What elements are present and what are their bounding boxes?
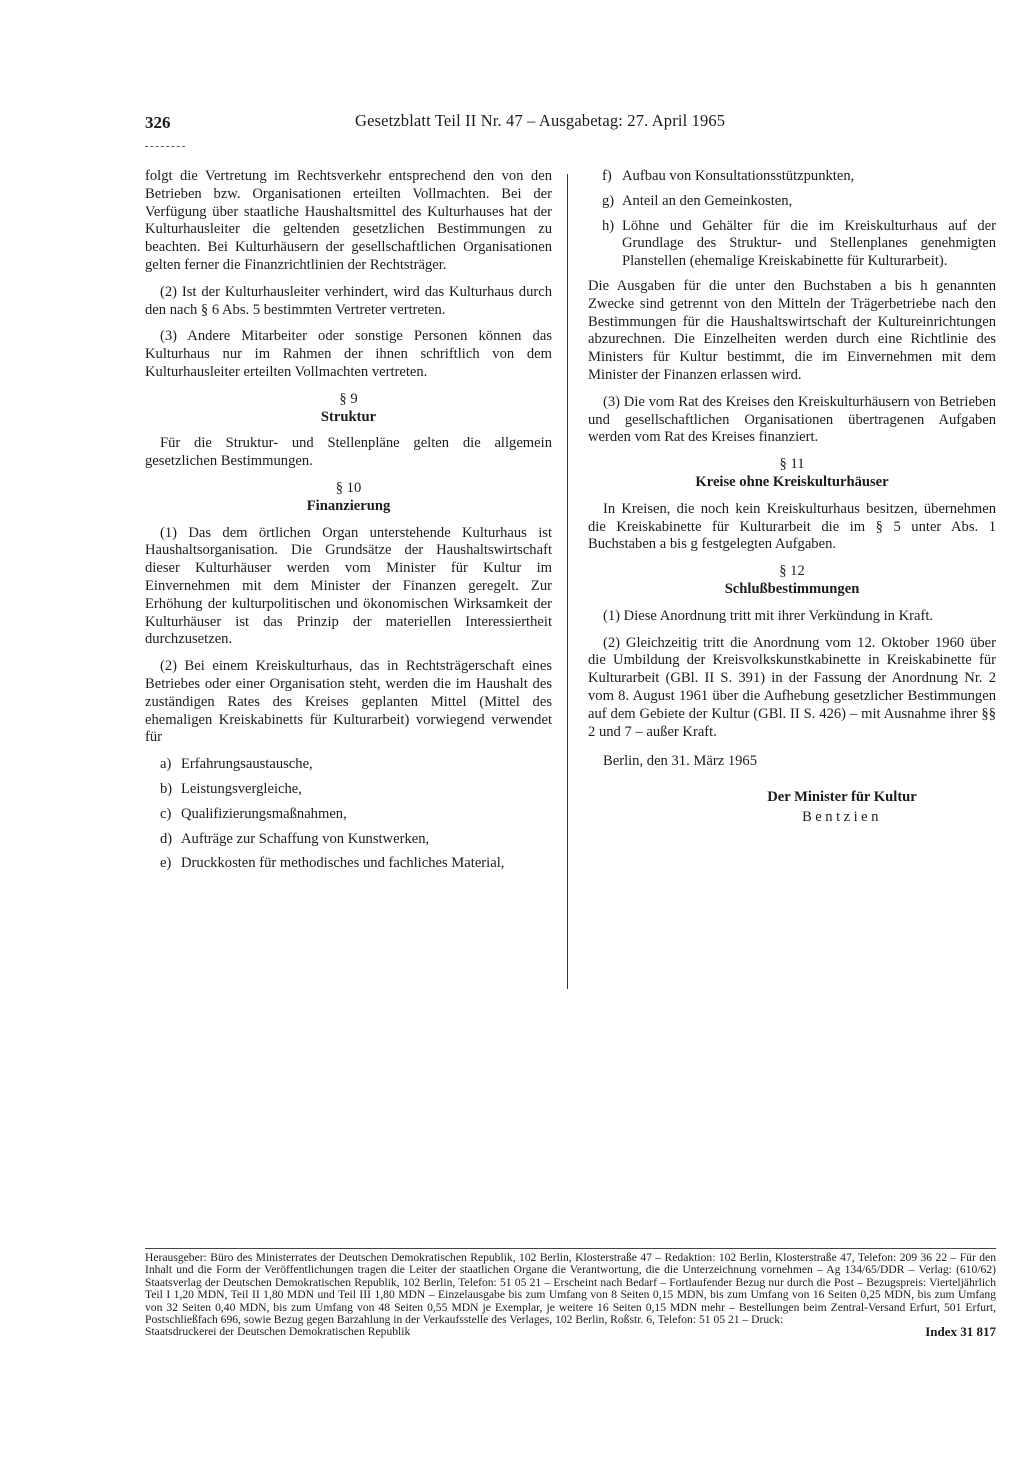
section-title: Kreise ohne Kreiskulturhäuser bbox=[695, 473, 889, 490]
list-item: h) Löhne und Gehälter für die im Kreiskulturhaus auf der Grundlage des Struktur- und Stellenplanes genehmigten Planstellen (ehemalige Kreiskabinette für Kulturarbeit). bbox=[602, 217, 996, 270]
list-item: b) Leistungsvergleiche, bbox=[160, 780, 302, 797]
signing-date: Berlin, den 31. März 1965 bbox=[603, 753, 758, 770]
paragraph: (3) Andere Mitarbeiter oder sonstige Personen können das Kulturhaus nur im Rahmen der ihnen schriftlich von dem Kulturhausleiter erteilten Vollmachten vertreten. bbox=[145, 328, 552, 380]
paragraph: (2) Ist der Kulturhausleiter verhindert, wird das Kulturhaus durch den nach § 6 Abs. 5 bestimmten Vertreter vertreten. bbox=[145, 283, 552, 318]
section-title: Finanzierung bbox=[306, 497, 391, 514]
paragraph: (2) Gleichzeitig tritt die Anordnung vom 12. Oktober 1960 über die Umbildung der Kreisvolkskunstkabinette in Kreiskabinette für Kulturarbeit (GBl. II S. 391) in der Fassung der Anordnung Nr. 2 vom 8. August 1961 über die Aufhebung gesetzlicher Bestimmungen auf dem Gebiete der Kultur (GBl. II S. 426) – mit Ausnahme ihrer §§ 2 und 7 – außer Kraft. bbox=[588, 634, 996, 740]
index-number: Index 31 817 bbox=[925, 1324, 996, 1340]
section-number: § 10 bbox=[335, 479, 362, 496]
signer-title: Der Minister für Kultur bbox=[767, 789, 917, 806]
signer-name: Bentzien bbox=[802, 808, 882, 825]
left-column bbox=[145, 168, 552, 880]
list-item: d) Aufträge zur Schaffung von Kunstwerken, bbox=[160, 830, 430, 847]
section-number: § 11 bbox=[779, 456, 805, 473]
paragraph: (2) Bei einem Kreiskulturhaus, das in Rechtsträgerschaft eines Betriebes oder einer Organisation steht, werden die im Haushalt des zuständigen Rates des Kreises geplanten Mittel (Mittel des ehemaligen Kreiskabinetts für Kulturarbeit) vorwiegend verwendet für bbox=[145, 658, 552, 746]
running-header: Gesetzblatt Teil II Nr. 47 – Ausgabetag: 27. April 1965 bbox=[355, 111, 726, 130]
header-rule bbox=[145, 146, 185, 147]
list-item: e) Druckkosten für methodisches und fachliches Material, bbox=[160, 855, 505, 872]
list-item: c) Qualifizierungsmaßnahmen, bbox=[160, 805, 347, 822]
paragraph: (1) Das dem örtlichen Organ unterstehende Kulturhaus ist Haushaltsorganisation. Die Grundsätze der Haushaltswirtschaft dieser Kulturhäuser werden vom Minister für Kultur im Einvernehmen mit dem Minister der Finanzen geregelt. Zur Erhöhung der kulturpolitischen und ökonomischen Wirksamkeit der Kulturhäuser ist das Prinzip der materiellen Interessiertheit durchzusetzen. bbox=[145, 524, 552, 648]
printer-line: Staatsdruckerei der Deutschen Demokratischen Republik bbox=[145, 1325, 411, 1339]
paragraph: (1) Diese Anordnung tritt mit ihrer Verkündung in Kraft. bbox=[603, 607, 934, 624]
column-divider bbox=[567, 174, 568, 989]
expense-list-continued bbox=[588, 168, 996, 271]
list-item: f) Aufbau von Konsultationsstützpunkten, bbox=[602, 168, 855, 184]
section-number: § 12 bbox=[779, 563, 805, 580]
expense-list bbox=[145, 756, 552, 873]
list-item: g) Anteil an den Gemeinkosten, bbox=[602, 192, 793, 209]
right-column bbox=[588, 168, 996, 827]
section-title: Schlußbestimmungen bbox=[724, 580, 860, 597]
footer-rule bbox=[145, 1248, 996, 1249]
imprint-text: Herausgeber: Büro des Ministerrates der Deutschen Demokratischen Republik, 102 Berlin, Klosterstraße 47 – Redaktion: 102 Berlin, Klosterstraße 47, Telefon: 209 36 22 – Für den Inhalt und die Form der Veröffentlichungen tragen die Leiter der staatlichen Organe die Verantwortung, die die Unterzeichnung vornehmen – Ag 134/65/DDR – Verlag: (610/62) Staatsverlag der Deutschen Demokratischen Republik, 102 Berlin, Telefon: 51 05 21 – Erscheint nach Bedarf – Fortlaufender Bezug nur durch die Post – Bezugspreis: Vierteljährlich Teil I 1,20 MDN, Teil II 1,80 MDN und Teil III 1,80 MDN – Einzelausgabe bis zum Umfang von 8 Seiten 0,15 MDN, bis zum Umfang von 16 Seiten 0,25 MDN, bis zum Umfang von 32 Seiten 0,40 MDN, bis zum Umfang von 48 Seiten 0,55 MDN je Exemplar, je weitere 16 Seiten 0,15 MDN mehr – Bestellungen beim Zentral-Versand Erfurt, 501 Erfurt, Postschließfach 696, sowie Bezug gegen Barzahlung in der Verkaufsstelle des Verlages, 102 Berlin, Roßstr. 6, Telefon: 51 05 21 – Druck: bbox=[145, 1251, 996, 1327]
list-item: a) Erfahrungsaustausche, bbox=[160, 756, 313, 773]
section-number: § 9 bbox=[339, 390, 358, 407]
imprint-footer bbox=[145, 1252, 996, 1339]
page-number: 326 bbox=[145, 113, 171, 132]
paragraph: In Kreisen, die noch kein Kreiskulturhaus besitzen, übernehmen die Kreiskabinette für Kulturarbeit die im § 5 unter Abs. 1 Buchstaben a bis g festgelegten Aufgaben. bbox=[588, 500, 996, 553]
paragraph: Die Ausgaben für die unter den Buchstaben a bis h genannten Zwecke sind getrennt von den Mitteln der Trägerbetriebe nach den Bestimmungen für die Haushaltswirtschaft der Kultureinrichtungen abzurechnen. Die Einzelheiten werden durch eine Richtlinie des Ministers für Kultur bestimmt, die im Einvernehmen mit dem Minister der Finanzen erlassen wird. bbox=[588, 277, 996, 383]
paragraph: (3) Die vom Rat des Kreises den Kreiskulturhäusern von Betrieben und gesellschaftlichen Organisationen übertragenen Aufgaben werden vom Rat des Kreises finanziert. bbox=[588, 393, 996, 446]
paragraph: folgt die Vertretung im Rechtsverkehr entsprechend den von den Betrieben bzw. Organisationen erteilten Vollmachten. Bei der Verfügung über staatliche Haushaltsmittel des Kulturhauses hat der Kulturhausleiter die geltenden gesetzlichen Bestimmungen zu beachten. Bei Kulturhäusern der gesellschaftlichen Organisationen gelten ferner die Finanzrichtlinien der Rechtsträger. bbox=[145, 168, 552, 273]
paragraph: Für die Struktur- und Stellenpläne gelten die allgemein gesetzlichen Bestimmungen. bbox=[145, 435, 552, 470]
imprint-last-line bbox=[145, 1326, 996, 1338]
section-title: Struktur bbox=[320, 408, 377, 425]
